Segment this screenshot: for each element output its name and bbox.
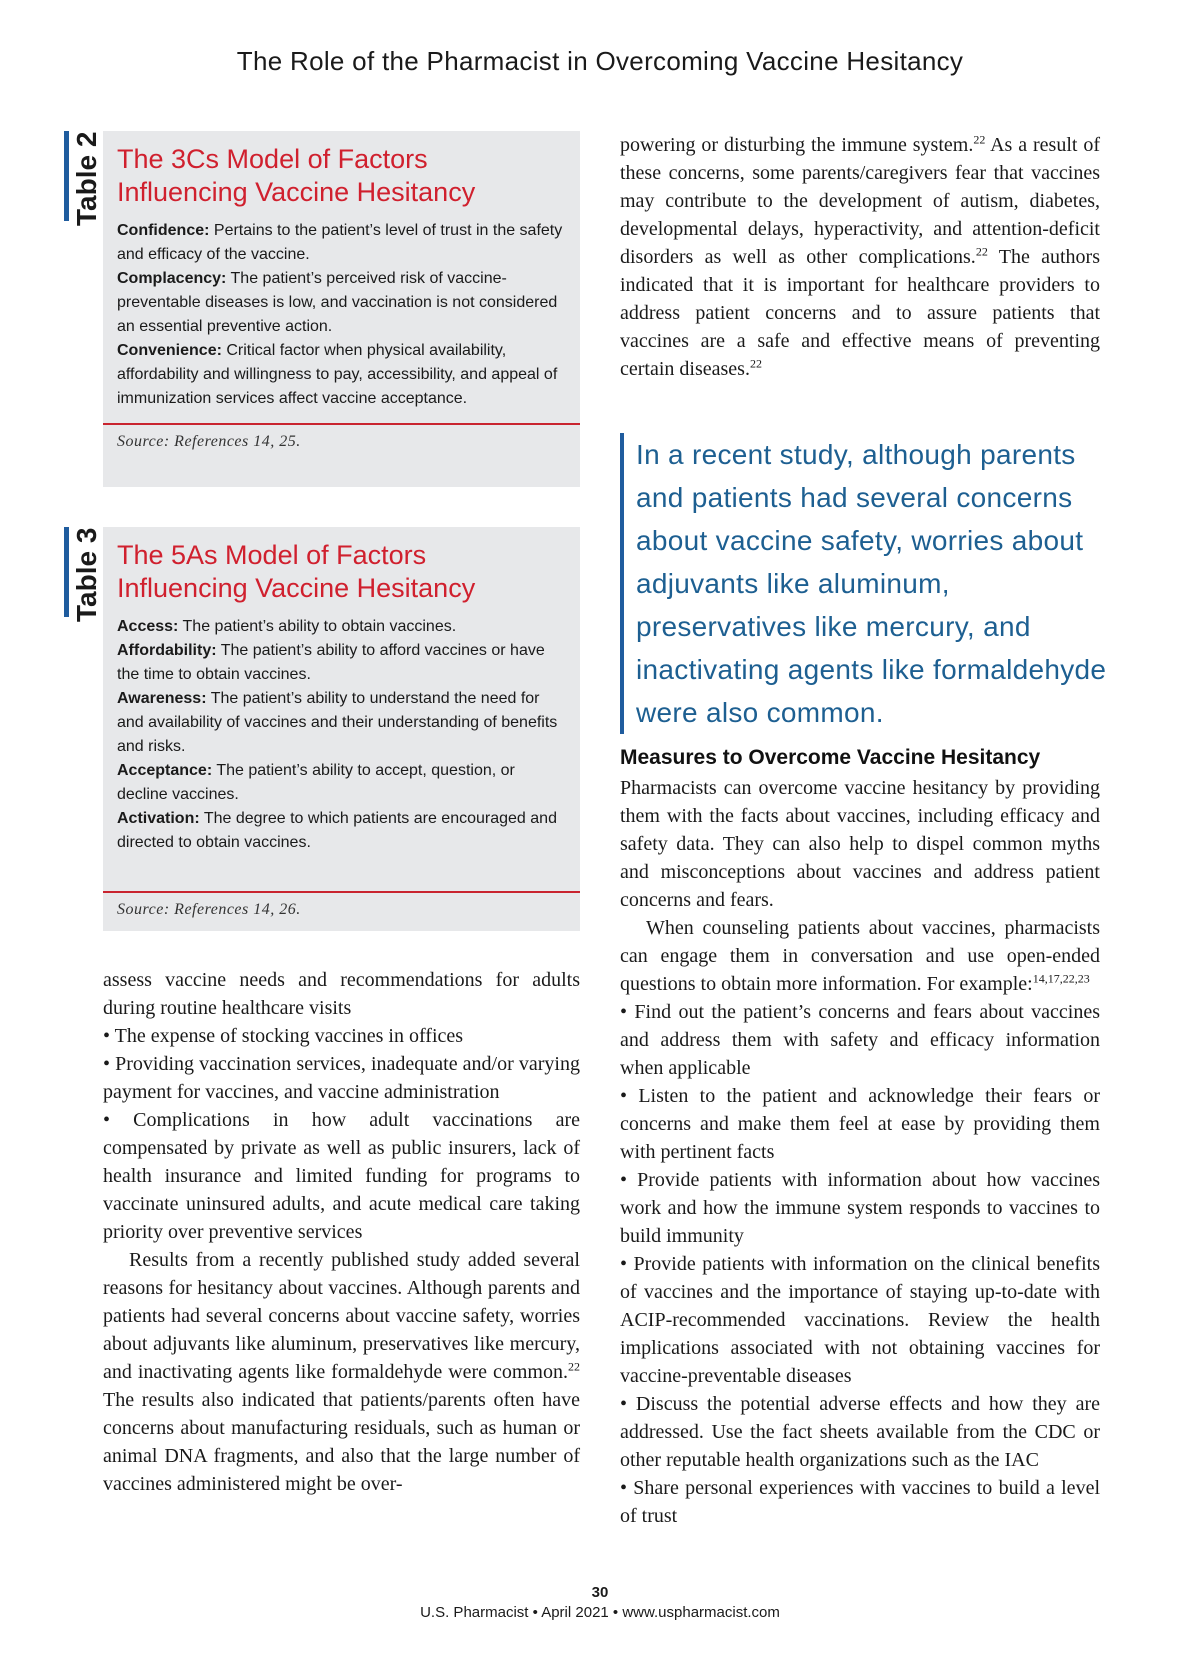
table-2-item: Confidence: Pertains to the patient’s level of trust in the safety and efficacy of the vaccine.: [117, 222, 563, 263]
table-3-item: Affordability: The patient’s ability to afford vaccines or have the time to obtain vaccines.: [117, 642, 545, 683]
bullet-item: • Provide patients with information on the clinical benefits of vaccines and the importance of staying up-to-date with ACIP-recommended vaccinations. Review the health implications associated with not obtaining vaccines for vaccine-preventable diseases: [620, 1253, 1100, 1387]
table-2-box: [103, 131, 580, 487]
left-column: [103, 966, 580, 1498]
body-paragraph: When counseling patients about vaccines, pharmacists can engage them in conversation and use open-ended questions to obtain more information. For example:$^{14,17,22,23}$: [620, 917, 1100, 995]
bullet-item: • Listen to the patient and acknowledge their fears or concerns and make them feel at ease by providing them with pertinent facts: [620, 1085, 1100, 1163]
table-3-box: [103, 527, 580, 931]
table-2-source: Source: References 14, 25.: [117, 433, 301, 450]
table-3-item: Acceptance: The patient’s ability to accept, question, or decline vaccines.: [117, 762, 515, 803]
bullet-item: • Providing vaccination services, inadequate and/or varying payment for vaccines, and vaccine administration: [103, 1053, 580, 1103]
table-2-item: Convenience: Critical factor when physical availability, affordability and willingness to pay, accessibility, and appeal of immunization services affect vaccine acceptance.: [117, 342, 558, 407]
table-2-item: Complacency: The patient’s perceived risk of vaccine-preventable diseases is low, and vaccination is not considered an essential preventive action.: [117, 270, 558, 335]
table-2-title: The 3Cs Model of Factors Influencing Vaccine Hesitancy: [117, 144, 476, 207]
bullet-item: • Share personal experiences with vaccines to build a level of trust: [620, 1477, 1100, 1527]
table-3-title: The 5As Model of Factors Influencing Vaccine Hesitancy: [117, 540, 476, 603]
body-paragraph: Pharmacists can overcome vaccine hesitancy by providing them with the facts about vaccines, including efficacy and safety data. They can also help to dispel common myths and misconceptions about vaccines and address patient concerns and fears.: [620, 777, 1100, 911]
table-2-tab-bar: [64, 131, 69, 221]
bullet-item: • Find out the patient’s concerns and fears about vaccines and address them with safety and efficacy information when applicable: [620, 1001, 1100, 1079]
bullet-item: • The expense of stocking vaccines in offices: [103, 1025, 464, 1047]
bullet-item: • Complications in how adult vaccinations are compensated by private as well as public insurers, lack of health insurance and limited funding for programs to vaccinate uninsured adults, and acute medical care taking priority over preventive services: [103, 1109, 580, 1243]
table-3-item: Awareness: The patient’s ability to understand the need for and availability of vaccines and their understanding of benefits and risks.: [117, 690, 558, 755]
section-heading: Measures to Overcome Vaccine Hesitancy: [620, 746, 1041, 769]
footer-line: U.S. Pharmacist • April 2021 • www.uspharmacist.com: [420, 1604, 780, 1621]
body-paragraph: powering or disturbing the immune system.$^{22}$ As a result of these concerns, some parents/caregivers fear that vaccines may contribute to the development of autism, diabetes, developmental delays, hyperactivity, and attention-deficit disorders as well as other complications.$^{22}$ The authors indicated that it is important for healthcare providers to address patient concerns and to assure patients that vaccines are a safe and effective means of preventing certain diseases.$^{22}$: [620, 132, 1100, 380]
bullet-item: • Provide patients with information about how vaccines work and how the immune system responds to vaccines to build immunity: [620, 1169, 1100, 1247]
body-paragraph: Results from a recently published study added several reasons for hesitancy about vaccines. Although parents and patients had several concerns about vaccine safety, worries about adjuvants like aluminum, preservatives like mercury, and inactivating agents like formaldehyde were common.$^{22}$ The results also indicated that patients/parents often have concerns about manufacturing residuals, such as human or animal DNA fragments, and also that the large number of vaccines administered might be over-: [103, 1249, 580, 1495]
table-3-tab-bar: [64, 527, 69, 617]
right-column-bottom: [620, 744, 1100, 1530]
page-number: 30: [591, 1584, 609, 1601]
bullet-item: • Discuss the potential adverse effects and how they are addressed. Use the fact sheets available from the CDC or other reputable health organizations such as the IAC: [620, 1393, 1100, 1471]
table-3-source: Source: References 14, 26.: [117, 901, 301, 918]
body-paragraph: assess vaccine needs and recommendations for adults during routine healthcare visits: [103, 969, 580, 1019]
pull-quote: In a recent study, although parents and patients had several concerns about vaccine safety, worries about adjuvants like aluminum, preservatives like mercury, and inactivating agents like formaldehyde were also common.: [620, 433, 1116, 734]
running-header: The Role of the Pharmacist in Overcoming Vaccine Hesitancy: [236, 46, 964, 76]
table-2-tab-label: Table 2: [71, 131, 102, 226]
table-3-tab-label: Table 3: [71, 527, 102, 622]
table-3-item: Access: The patient’s ability to obtain vaccines.: [117, 618, 457, 635]
table-3-item: Activation: The degree to which patients are encouraged and directed to obtain vaccines.: [117, 810, 557, 851]
right-column-top: [620, 131, 1100, 383]
